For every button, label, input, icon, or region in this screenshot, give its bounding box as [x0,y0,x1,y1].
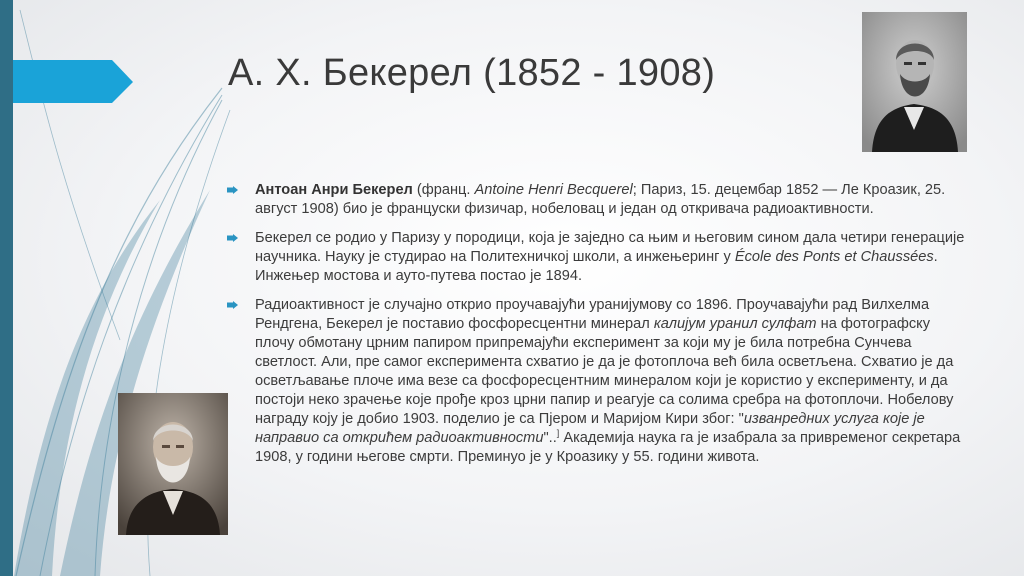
arrow-bullet-icon [227,186,238,194]
italic-run: Antoine Henri Becquerel [474,182,633,198]
portrait-photo-old [118,393,228,535]
slide-body [227,181,965,477]
italic-quote: изванредних услуга које је направио са открићем радиоактивности [255,411,925,446]
arrow-bullet-icon [227,301,238,309]
text-run: ; Париз, 15. децембар 1852 — Ле Кроазик, 25. август 1908) био је француски физичар, нобеловац и један од откривача радиоактивности. [255,182,946,217]
text-run: Академија наука га је изабрала за привременог секретара 1908, у години његове смрти. Преминуо је у Кроазику у 55. години живота. [255,430,961,465]
text-run: на фотографску плочу обмотану црним папиром припремајући експеримент за који му је била потребна Сунчева светлост. Али, пре самог експеримента схватио је да је фотоплоча већ била осветљена. Схватио је да осветљавање плоче има везе са фосфоресцентним минералом који је користио у експерименту, и да постоји неко зрачење које прође кроз црни папир и реагује са солима сребра на фотоплочи. Нобелову награду коју је добио 1903. поделио је са Пјером и Маријом Кири због: " [255,316,954,427]
paragraph-biography [227,229,965,286]
left-accent-bar [0,0,13,576]
text-run: ".. [543,430,557,446]
text-run: Бекерел се родио у Паризу у породици, која је заједно са њим и његовим сином дала четири генерације научника. Науку је студирао на Политехничкој школи, а инжењеринг у [255,230,965,265]
slide-title: А. Х. Бекерел (1852 - 1908) [228,52,716,94]
reference-mark[interactable]: ] [556,428,560,439]
italic-run: калијум уранил сулфат [653,316,817,332]
italic-run: École des Ponts et Chaussées [734,249,934,265]
person-name: Антоан Анри Бекерел [255,182,413,198]
paragraph-intro [227,181,965,219]
cyan-arrow-shape [13,60,133,103]
text-run: Радиоактивност је случајно открио проучавајући уранијумову со 1896. Проучавајући рад Вилхелма Рендгена, Бекерел је поставио фосфоресцентни минерал [255,297,930,332]
text-run: . Инжењер мостова и ауто-путева постао је 1894. [255,249,938,284]
paragraph-radioactivity [227,296,965,467]
portrait-photo-young [862,12,967,152]
text-run: (франц. [412,182,475,198]
arrow-bullet-icon [227,234,238,242]
